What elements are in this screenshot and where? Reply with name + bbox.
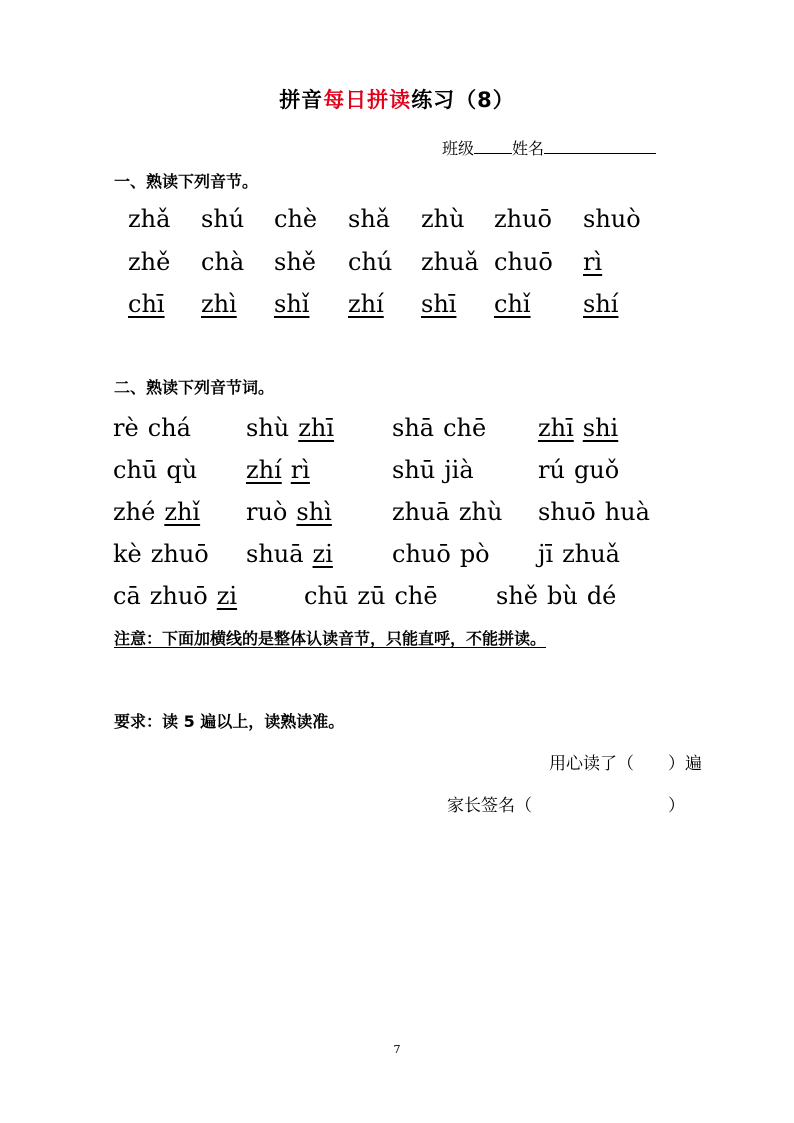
- parent-signature-line: 家长签名（ ）: [447, 796, 685, 816]
- syllable: shě: [496, 582, 538, 610]
- syllable: shǐ: [274, 290, 310, 318]
- syllable: shā: [392, 414, 435, 442]
- syllable: zhuō: [149, 582, 208, 610]
- page-number: 7: [393, 1043, 401, 1056]
- syllable: shù: [246, 414, 290, 442]
- section1-heading: 一、熟读下列音节。: [114, 172, 259, 191]
- syllable: shū: [392, 456, 436, 484]
- syllable: jī: [538, 540, 554, 568]
- syllable: shí: [583, 290, 619, 318]
- syllable: cā: [113, 582, 141, 610]
- syllable: chà: [201, 248, 245, 276]
- syllable: shi: [582, 414, 619, 442]
- syllable: shuò: [583, 205, 641, 233]
- syllable: rè: [113, 414, 139, 442]
- syllable: dé: [586, 582, 617, 610]
- note-text: 注意：下面加横线的是整体认读音节，只能直呼，不能拼读。: [114, 629, 547, 648]
- syllable: huà: [604, 498, 650, 526]
- syllable: chuō: [494, 248, 553, 276]
- pinyin-word: [246, 539, 333, 569]
- syllable: rú: [538, 456, 565, 484]
- syllable: zhī: [298, 414, 335, 442]
- pinyin-word: [496, 581, 616, 611]
- syllable: zi: [216, 582, 238, 610]
- syllable: zhī: [538, 414, 574, 442]
- syllable: chī: [128, 290, 165, 318]
- pinyin-word: [113, 413, 191, 443]
- syllable: shī: [421, 290, 457, 318]
- syllable: zi: [312, 540, 333, 568]
- syllable: chuō: [392, 540, 451, 568]
- name-label: 姓名: [512, 139, 545, 158]
- pinyin-word: [392, 455, 474, 485]
- syllable: zhǎ: [128, 205, 171, 233]
- syllable: ruò: [246, 498, 288, 526]
- name-blank[interactable]: [544, 137, 656, 154]
- syllable: jià: [444, 456, 474, 484]
- syllable: shú: [201, 205, 245, 233]
- syllable: zhù: [458, 498, 503, 526]
- syllable: shì: [296, 498, 332, 526]
- pinyin-word: [246, 455, 310, 485]
- pinyin-word: [538, 455, 619, 485]
- syllable: zhě: [128, 248, 171, 276]
- syllable: chǐ: [494, 290, 531, 318]
- pinyin-word: [392, 497, 502, 527]
- title-part-3: 练习（8）: [411, 88, 515, 112]
- pinyin-word: [392, 413, 486, 443]
- section2-heading: 二、熟读下列音节词。: [114, 378, 275, 397]
- syllable: shuō: [538, 498, 596, 526]
- syllable: chá: [147, 414, 191, 442]
- class-label: 班级: [442, 139, 475, 158]
- syllable: chè: [274, 205, 318, 233]
- syllable: zhuō: [150, 540, 209, 568]
- syllable: zū: [357, 582, 386, 610]
- syllable: shǎ: [348, 205, 391, 233]
- class-blank[interactable]: [474, 137, 512, 154]
- pinyin-word: [113, 539, 209, 569]
- syllable: chú: [348, 248, 393, 276]
- syllable: zhuā: [392, 498, 450, 526]
- syllable: guǒ: [573, 456, 620, 484]
- pinyin-word: [304, 581, 438, 611]
- syllable: zhí: [348, 290, 384, 318]
- syllable: shuā: [246, 540, 304, 568]
- pinyin-word: [113, 581, 237, 611]
- read-count-line: 用心读了（ ）遍: [549, 754, 702, 774]
- syllable: zhuǎ: [421, 248, 479, 276]
- syllable: zhì: [201, 290, 237, 318]
- syllable: zhuō: [494, 205, 553, 233]
- pinyin-word: [113, 497, 200, 527]
- title-part-1: 拼音: [279, 88, 324, 112]
- syllable: shě: [274, 248, 316, 276]
- syllable: zhé: [113, 498, 156, 526]
- syllable: zhí: [246, 456, 282, 484]
- syllable: qù: [166, 456, 198, 484]
- syllable: pò: [459, 540, 490, 568]
- syllable: zhù: [421, 205, 465, 233]
- syllable: rì: [583, 248, 603, 276]
- syllable: chū: [113, 456, 158, 484]
- title-part-2: 每日拼读: [323, 88, 412, 112]
- pinyin-word: [392, 539, 490, 569]
- syllable: chē: [394, 582, 438, 610]
- pinyin-word: [538, 539, 620, 569]
- syllable: zhǐ: [164, 498, 201, 526]
- syllable: kè: [113, 540, 142, 568]
- class-name-line: [442, 136, 656, 159]
- page-title: [0, 84, 794, 114]
- pinyin-word: [246, 497, 332, 527]
- pinyin-word: [538, 497, 650, 527]
- syllable: bù: [546, 582, 578, 610]
- syllable: chē: [443, 414, 487, 442]
- syllable: chū: [304, 582, 349, 610]
- pinyin-word: [113, 455, 197, 485]
- requirement-text: 要求：读 5 遍以上，读熟读准。: [114, 712, 345, 731]
- pinyin-word: [246, 413, 334, 443]
- syllable: zhuǎ: [562, 540, 620, 568]
- pinyin-word: [538, 413, 618, 443]
- syllable: rì: [290, 456, 310, 484]
